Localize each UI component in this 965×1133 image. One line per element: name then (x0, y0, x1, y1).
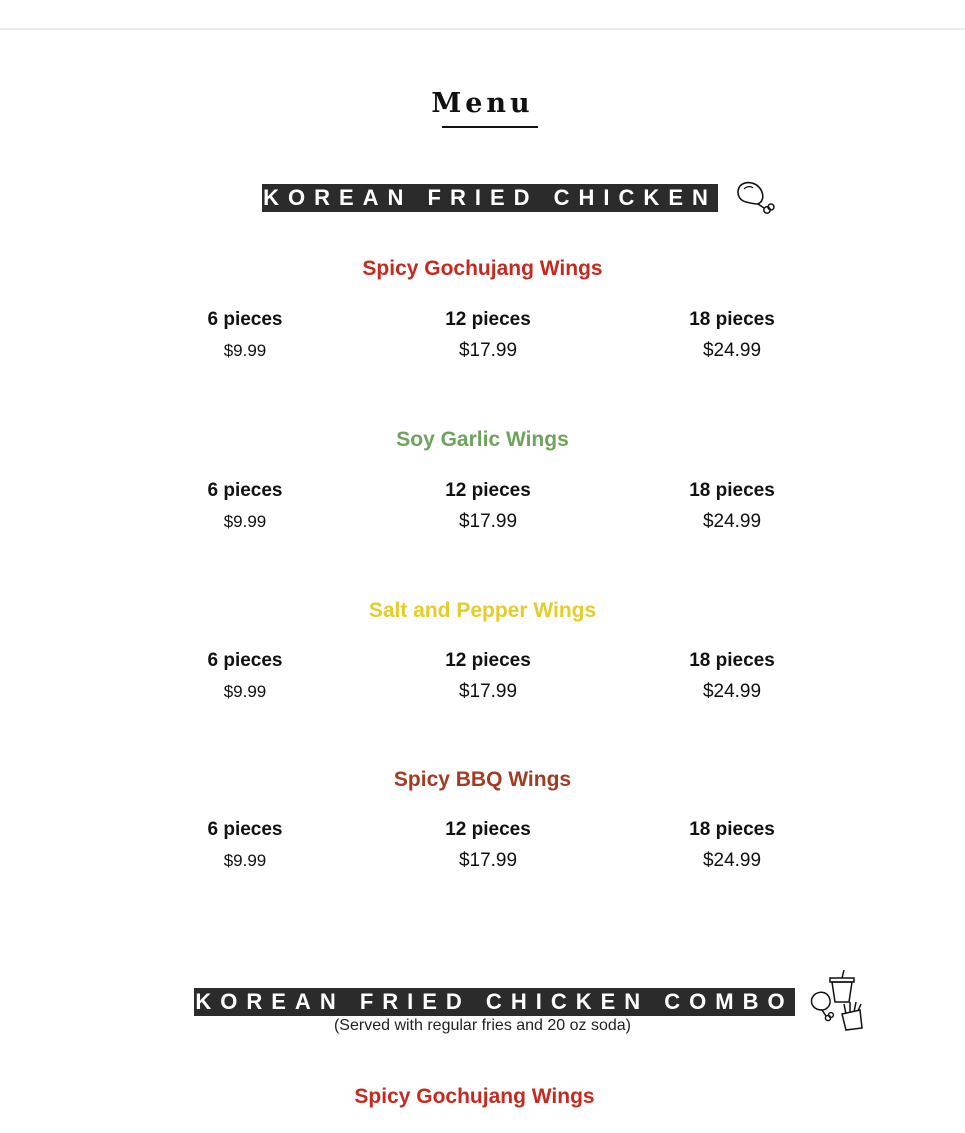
section-banner-korean-fried-chicken: KOREAN FRIED CHICKEN (263, 185, 717, 210)
size-label: 18 pieces (689, 480, 775, 501)
item-name-spicy-gochujang: Spicy Gochujang Wings (362, 257, 603, 280)
size-label: 12 pieces (445, 309, 531, 330)
price: $17.99 (458, 340, 518, 361)
size-label: 6 pieces (207, 480, 283, 501)
price: $17.99 (458, 850, 518, 871)
size-label: 6 pieces (207, 650, 283, 671)
price: $24.99 (702, 681, 762, 702)
size-label: 18 pieces (689, 819, 775, 840)
price: $9.99 (223, 512, 267, 531)
price: $9.99 (223, 851, 267, 870)
item-name-soy-garlic: Soy Garlic Wings (396, 428, 569, 451)
price: $9.99 (223, 682, 267, 701)
item-name-spicy-bbq: Spicy BBQ Wings (393, 768, 572, 791)
item-name-salt-and-pepper: Salt and Pepper Wings (368, 599, 597, 622)
size-label: 12 pieces (445, 819, 531, 840)
price: $17.99 (458, 681, 518, 702)
price: $17.99 (458, 511, 518, 532)
section-banner-combo: KOREAN FRIED CHICKEN COMBO (195, 989, 794, 1014)
page-title: Menu (431, 88, 534, 119)
chicken-leg-icon (734, 180, 776, 216)
price: $24.99 (702, 340, 762, 361)
item-name-combo-spicy-gochujang: Spicy Gochujang Wings (354, 1085, 595, 1108)
size-label: 18 pieces (689, 650, 775, 671)
price: $24.99 (702, 850, 762, 871)
size-label: 18 pieces (689, 309, 775, 330)
size-label: 6 pieces (207, 309, 283, 330)
title-underline (442, 126, 538, 128)
combo-note: (Served with regular fries and 20 oz soda) (333, 1017, 632, 1034)
size-label: 12 pieces (445, 650, 531, 671)
price: $24.99 (702, 511, 762, 532)
size-label: 6 pieces (207, 819, 283, 840)
size-label: 12 pieces (445, 480, 531, 501)
price: $9.99 (223, 341, 267, 360)
top-bar (0, 0, 965, 30)
